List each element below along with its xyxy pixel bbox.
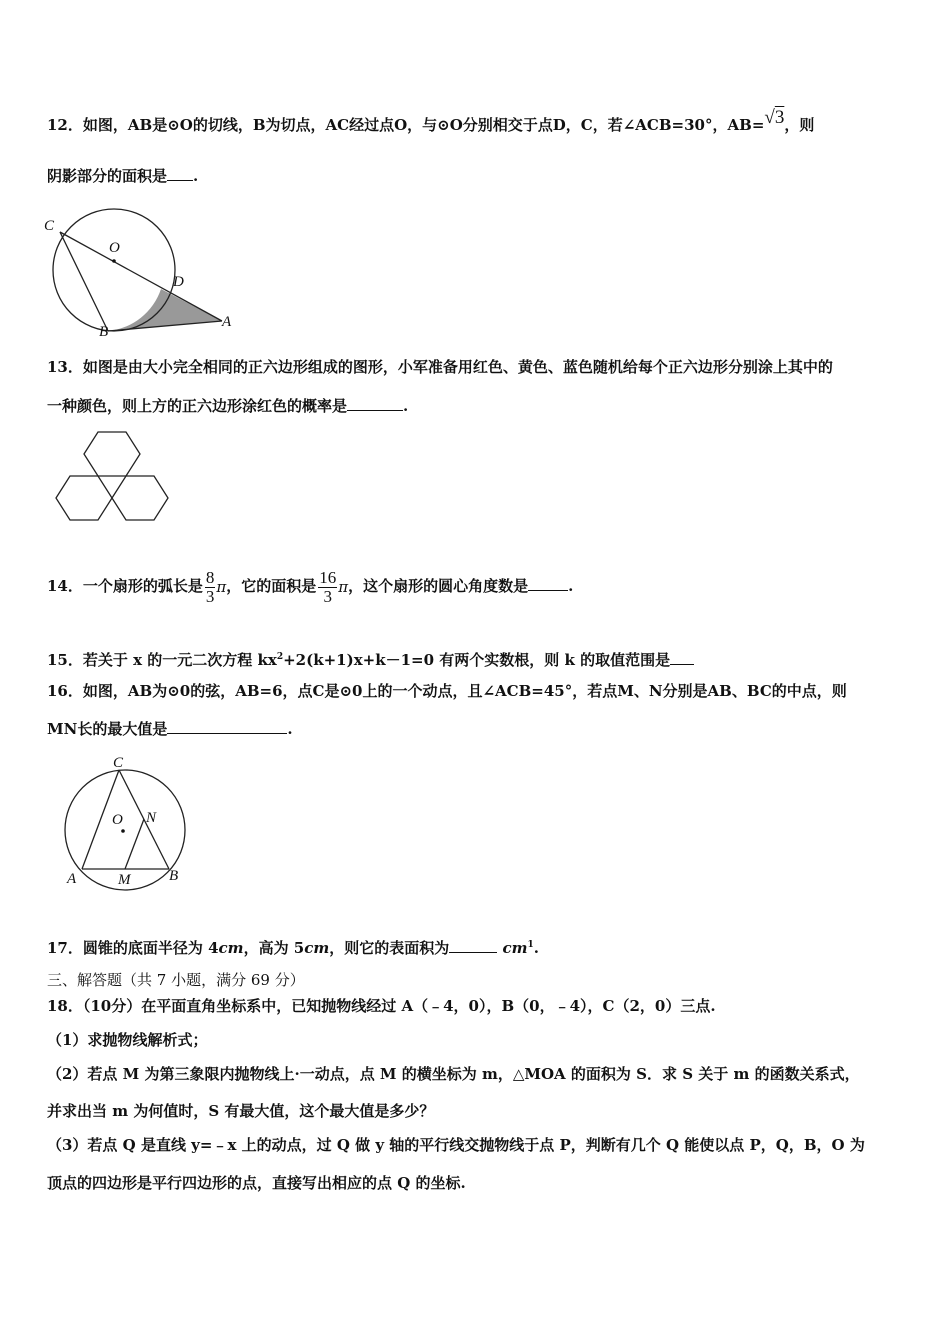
- q12-answer-blank: [167, 166, 193, 181]
- q16-figure: [55, 750, 200, 892]
- q16-label-b: B: [169, 868, 179, 884]
- q17-line: [47, 935, 539, 958]
- q18-part2-line2: 并求出当 m 为何值时，S 有最大值，这个最大值是多少？: [47, 1102, 435, 1120]
- q12-label-d: D: [173, 274, 184, 290]
- section-3-heading: 三、解答题（共 7 小题，满分 69 分）: [47, 971, 305, 989]
- q12-line2: [47, 166, 198, 186]
- q18-part3-line2: 顶点的四边形是平行四边形的点，直接写出相应的点 Q 的坐标.: [47, 1174, 466, 1192]
- q12-shaded-region: [108, 289, 222, 331]
- q18-part1: （1）求抛物线解析式；: [47, 1031, 208, 1049]
- q16-line2: [47, 719, 293, 739]
- q16-label-c: C: [113, 755, 124, 771]
- q16-label-o: O: [112, 812, 123, 828]
- q12-label-c: C: [44, 218, 55, 234]
- q12-text-b: ，则: [784, 116, 815, 134]
- q14-line: [47, 566, 573, 607]
- q14-pi-1: π: [216, 578, 227, 596]
- q13-line2: [47, 396, 408, 416]
- hexagon-bottom-right: [112, 476, 168, 520]
- q15-text-2: +2(k+1)x+k－1=0 有两个实数根，则 k 的取值范围是: [283, 651, 671, 669]
- q17-unit-2: cm: [304, 939, 330, 957]
- q17-end: .: [533, 939, 540, 957]
- q12-line1: [47, 107, 815, 135]
- q14-frac2-den: 3: [323, 586, 332, 606]
- q15-answer-blank: [670, 650, 694, 665]
- q14-text-1: 14．一个扇形的弧长是: [47, 577, 203, 595]
- q17-answer-blank: [449, 938, 497, 953]
- q16-center-dot: [121, 829, 125, 833]
- q16-line1: 16．如图，AB为⊙0的弦，AB=6，点C是⊙0上的一个动点，且∠ACB=45°，若点M、N分别是AB、BC的中点，则: [47, 682, 847, 700]
- q17-unit-1: cm: [218, 939, 244, 957]
- q14-frac1-den: 3: [205, 586, 215, 606]
- q16-answer-blank: [167, 719, 287, 734]
- q12-sqrt-value: 3: [774, 107, 785, 128]
- q12-label-b: B: [99, 324, 109, 340]
- q14-frac1-num: 8: [205, 567, 215, 587]
- q12-line2-end: .: [193, 167, 199, 185]
- q17-sup: 1: [527, 940, 534, 950]
- q12-line-ca: [60, 232, 222, 321]
- q12-label-o: O: [109, 240, 120, 256]
- hexagon-top: [84, 432, 140, 476]
- q12-sqrt: √3: [764, 107, 785, 128]
- q14-text-3: ，这个扇形的圆心角度数是: [348, 577, 529, 595]
- q16-line2-end: .: [287, 720, 293, 738]
- q16-line-mn: [125, 819, 144, 869]
- q12-figure: [40, 200, 250, 340]
- q16-label-a: A: [67, 871, 77, 887]
- q12-line2-text: 阴影部分的面积是: [47, 167, 168, 185]
- q13-hexagon-figure: [50, 428, 175, 550]
- q17-text-2: ，高为 5: [243, 939, 305, 957]
- q14-pi-2: π: [338, 578, 349, 596]
- q17-text-1: 17．圆锥的底面半径为 4: [47, 939, 219, 957]
- q16-label-m: M: [118, 872, 131, 888]
- hexagon-bottom-left: [56, 476, 112, 520]
- q12-line-cb: [60, 232, 108, 331]
- q14-text-2: ，它的面积是: [226, 577, 317, 595]
- q14-fraction-area: [318, 569, 337, 606]
- q15-line: [47, 647, 694, 670]
- q14-end: .: [568, 577, 574, 595]
- q12-circle: [53, 209, 175, 331]
- q13-line2-end: .: [403, 397, 409, 415]
- q13-line1: 13．如图是由大小完全相同的正六边形组成的图形，小军准备用红色、黄色、蓝色随机给每个正六边形分别涂上其中的: [47, 358, 833, 376]
- q12-center-dot: [112, 259, 116, 263]
- q17-text-3: ，则它的表面积为: [329, 939, 450, 957]
- q18-part2-line1: （2）若点 M 为第三象限内抛物线上·一动点，点 M 的横坐标为 m，△MOA 的面积为 S．求 S 关于 m 的函数关系式，: [47, 1065, 860, 1083]
- q16-line2-text: MN长的最大值是: [47, 720, 168, 738]
- q14-fraction-arc: [205, 569, 216, 606]
- q15-text-1: 15．若关于 x 的一元二次方程 kx: [47, 651, 277, 669]
- q14-answer-blank: [528, 576, 568, 591]
- q13-line2-text: 一种颜色，则上方的正六边形涂红色的概率是: [47, 397, 348, 415]
- q12-text-a: 12．如图，AB是⊙O的切线，B为切点，AC经过点O，与⊙O分别相交于点D，C，若∠ACB=30°，AB=: [47, 116, 765, 134]
- q14-frac2-num: 16: [319, 567, 337, 587]
- q12-label-a: A: [222, 314, 232, 330]
- q15-sup: 2: [276, 652, 284, 662]
- q13-answer-blank: [347, 396, 403, 411]
- q18-part3-line1: （3）若点 Q 是直线 y=﹣x 上的动点，过 Q 做 y 轴的平行线交抛物线于点 P，判断有几个 Q 能使以点 P，Q，B，O 为: [47, 1136, 865, 1154]
- q18-intro: 18．（10分）在平面直角坐标系中，已知抛物线经过 A（﹣4，0），B（0，﹣4），C（2，0）三点.: [47, 997, 716, 1015]
- q16-label-n: N: [146, 810, 157, 826]
- q17-unit-3: cm: [502, 939, 528, 957]
